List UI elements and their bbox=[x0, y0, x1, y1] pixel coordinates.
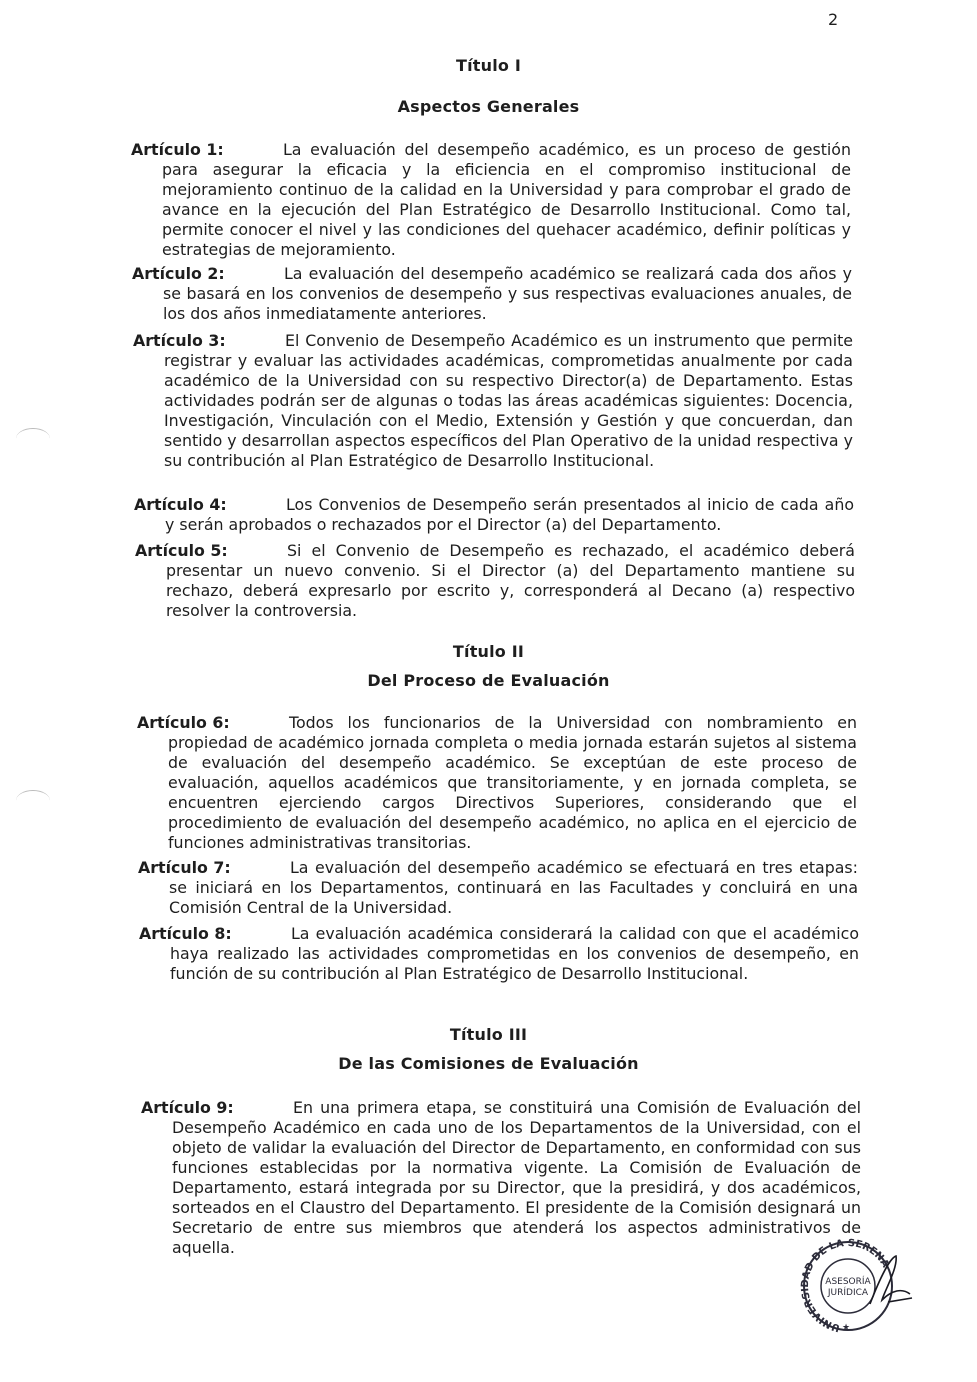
article-label: Artículo 5: bbox=[135, 541, 228, 560]
article-label: Artículo 9: bbox=[141, 1098, 234, 1117]
article-label: Artículo 3: bbox=[133, 331, 226, 350]
svg-text:UNIVERSIDAD DE LA SERENA: UNIVERSIDAD DE LA SERENA bbox=[800, 1238, 891, 1334]
article-text: La evaluación del desempeño académico, es un proceso de gestión para asegurar la eficacia y la eficiencia en el compromiso institucional de mejoramiento continuo de la calidad en la Universidad y para comprobar el grado de avance en la ejecución del Plan Estratégico de Desarrollo Institucional. Como tal, permite conocer el nivel y las condiciones del quehacer académico, definir políticas y estrategias de mejoramiento. bbox=[162, 140, 851, 259]
article-2 bbox=[132, 264, 852, 324]
article-3 bbox=[133, 331, 853, 471]
article-5 bbox=[135, 541, 855, 621]
section-subtitle: Aspectos Generales bbox=[397, 97, 580, 116]
article-text: Si el Convenio de Desempeño es rechazado, el académico deberá presentar un nuevo convenio. Si el Director (a) del Departamento mantiene su rechazo, deberá expresarlo por escrito y, corresponderá al Decano (a) respectivo resolver la controversia. bbox=[166, 541, 855, 620]
article-label: Artículo 6: bbox=[137, 713, 230, 732]
article-text: En una primera etapa, se constituirá una Comisión de Evaluación del Desempeño Académico en cada uno de los Departamentos de la Universidad, con el objeto de validar la evaluación del Director de Departamento, en conformidad con sus funciones establecidas por la normativa vigente. La Comisión de Evaluación de Departamento, estará integrada por su Director, que la presidirá, y dos académicos, sorteados en el Claustro del Departamento. El presidente de la Comisión designará un Secretario de entre sus miembros que atenderá los aspectos administrativos de aquella. bbox=[172, 1098, 861, 1257]
section-subtitle: Del Proceso de Evaluación bbox=[367, 671, 610, 690]
article-6 bbox=[137, 713, 857, 853]
article-label: Artículo 4: bbox=[134, 495, 227, 514]
article-text: Todos los funcionarios de la Universidad con nombramiento en propiedad de académico jornada completa o media jornada estarán sujetos al sistema de evaluación del desempeño académico. Se exceptúan de este proceso de evaluación, aquellos académicos que transitoriamente, y en jornada completa, se encuentren ejerciendo cargos Directivos Superiores, considerando que el procedimiento de evaluación del desempeño académico, no aplica en el ejercicio de funciones administrativas transitorias. bbox=[168, 713, 857, 852]
article-label: Artículo 1: bbox=[131, 140, 224, 159]
article-text: La evaluación académica considerará la calidad con que el académico haya realizado las actividades comprometidas en los convenios de desempeño, en función de su contribución al Plan Estratégico de Desarrollo Institucional. bbox=[170, 924, 859, 983]
article-text: La evaluación del desempeño académico se efectuará en tres etapas: se iniciará en los Departamentos, continuará en las Facultades y concluirá en una Comisión Central de la Universidad. bbox=[169, 858, 858, 917]
asesoria-juridica-stamp bbox=[800, 1238, 920, 1334]
svg-text:JURÍDICA: JURÍDICA bbox=[827, 1288, 869, 1298]
section-title: Título I bbox=[455, 56, 522, 75]
article-7 bbox=[138, 858, 858, 918]
article-label: Artículo 2: bbox=[132, 264, 225, 283]
article-label: Artículo 8: bbox=[139, 924, 232, 943]
svg-text:★: ★ bbox=[841, 1323, 851, 1333]
punch-hole-mark bbox=[16, 428, 50, 449]
section-title: Título II bbox=[452, 642, 525, 661]
article-label: Artículo 7: bbox=[138, 858, 231, 877]
article-text: La evaluación del desempeño académico se realizará cada dos años y se basará en los convenios de desempeño y sus respectivas evaluaciones anuales, de los dos años inmediatamente anteriores. bbox=[163, 264, 852, 323]
article-1 bbox=[131, 140, 851, 260]
article-9 bbox=[141, 1098, 861, 1258]
article-text: El Convenio de Desempeño Académico es un instrumento que permite registrar y evaluar las actividades académicas, comprometidas anualmente por cada académico de la Universidad con su respectivo Director(a) de Departamento. Estas actividades podrán ser de algunas o todas las áreas académicas siguientes: Docencia, Investigación, Vinculación con el Medio, Extensión y Gestión y que concuerdan, dan sentido y desarrollan aspectos específicos del Plan Operativo de la unidad respectiva y su contribución al Plan Estratégico de Desarrollo Institucional. bbox=[164, 331, 853, 470]
section-title: Título III bbox=[449, 1025, 528, 1044]
article-text: Los Convenios de Desempeño serán presentados al inicio de cada año y serán aprobados o rechazados por el Director (a) del Departamento. bbox=[165, 495, 854, 534]
svg-text:ASESORÍA: ASESORÍA bbox=[825, 1277, 871, 1287]
section-subtitle: De las Comisiones de Evaluación bbox=[338, 1054, 639, 1073]
article-8 bbox=[139, 924, 859, 984]
punch-hole-mark bbox=[16, 790, 50, 811]
page-number: 2 bbox=[828, 10, 839, 29]
article-4 bbox=[134, 495, 854, 535]
